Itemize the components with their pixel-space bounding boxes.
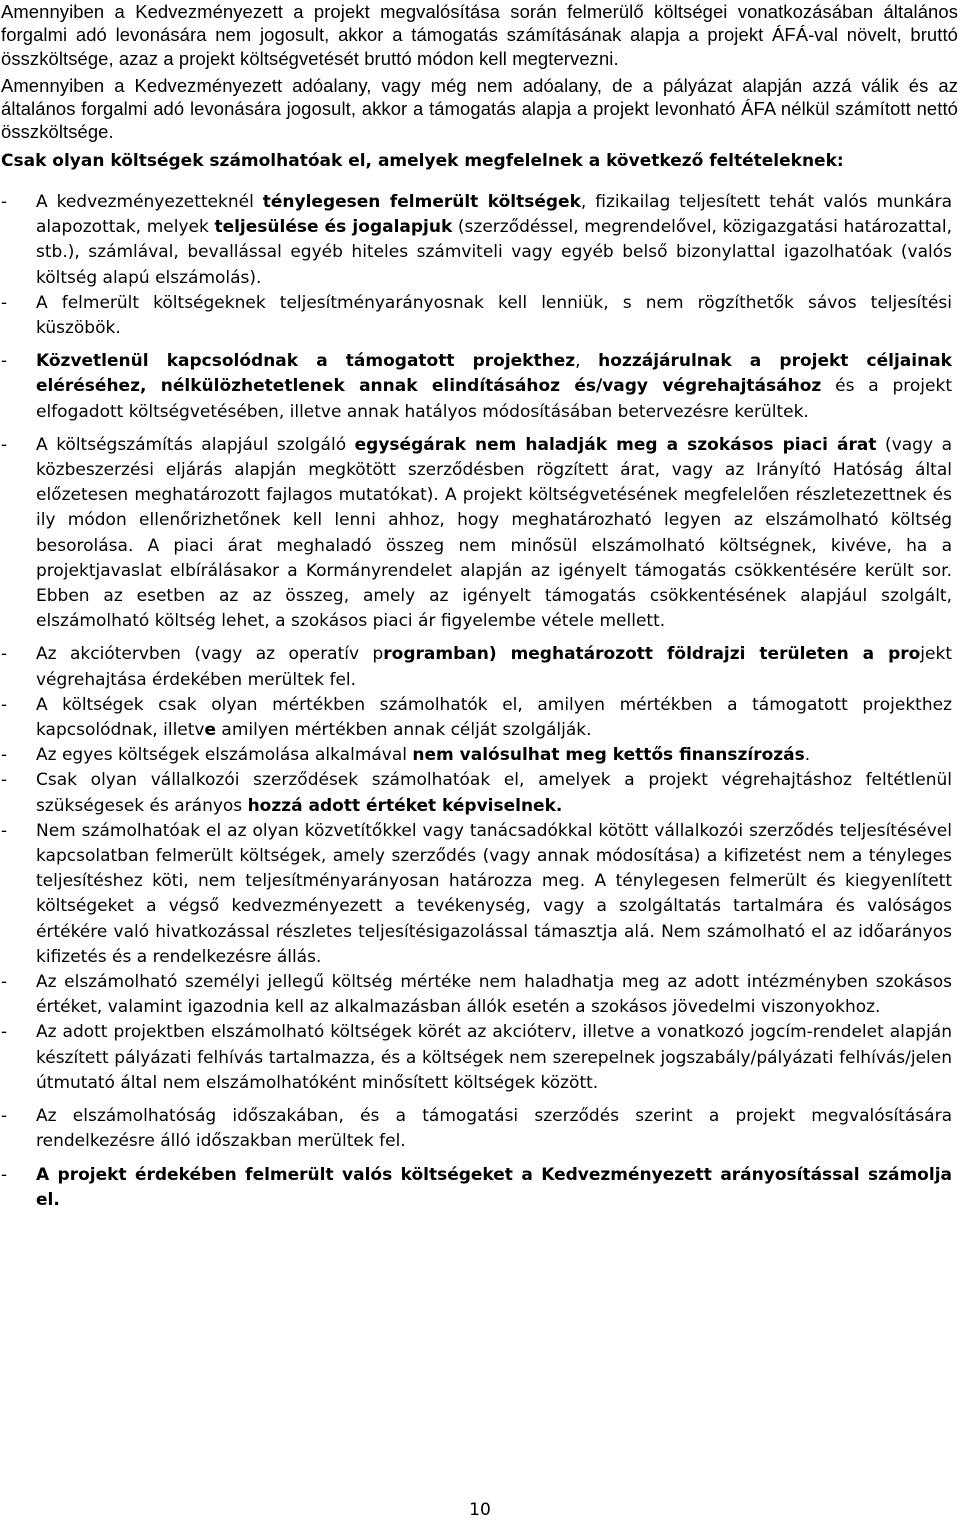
list-item: - Az egyes költségek elszámolása alkalmával nem valósulhat meg kettős finanszírozás. bbox=[1, 743, 956, 768]
dash-bullet: - bbox=[1, 191, 8, 212]
intro-paragraph-net: Amennyiben a Kedvezményezett adóalany, vagy még nem adóalany, de a pályázat alapján azzá válik és az általános forgalmi adó levonására jogosult, akkor a támogatás alapja a projekt levonható ÁFA nélkül számított nettó összköltsége. bbox=[1, 74, 958, 143]
list-item: - A kedvezményezetteknél ténylegesen felmerült költségek, fizikailag teljesített tehát valós munkára alapozottak, melyek teljesülése és jogalapjuk (szerződéssel, megrendelővel, közigazgatási határozattal, stb.), számlával, bevallással egyéb hiteles számviteli vagy egyéb belső bizonylattal igazolhatóak (valós költség alapú elszámolás). bbox=[1, 191, 953, 288]
list-item: - Az akciótervben (vagy az operatív programban) meghatározott földrajzi területen a projekt végrehajtása érdekében merültek fel. bbox=[1, 644, 952, 690]
dash-bullet: - bbox=[1, 1106, 8, 1127]
dash-bullet: - bbox=[1, 745, 8, 766]
list-item: - Nem számolhatóak el az olyan közvetítőkkel vagy tanácsadókkal kötött vállalkozói szerződés teljesítésével kapcsolatban felmerült költségek, amely szerződés (vagy annak módosítása) a kifizetést nem a tényleges teljesítéshez köti, nem teljesítményarányosan határozza meg. A ténylegesen felmerült és kiegyenlített költségeket a végső kedvezményezett a tevékenység, vagy a szolgáltatás tartalmára és valóságos értékére való hivatkozással részletes teljesítésigazolással támasztja alá. Nem számolható el az időarányos kifizetés és a rendelkezésre állás. bbox=[1, 820, 952, 967]
section-heading: Csak olyan költségek számolhatóak el, amelyek megfelelnek a következő feltételeknek: bbox=[1, 150, 844, 171]
dash-bullet: - bbox=[1, 292, 8, 313]
dash-bullet: - bbox=[1, 644, 8, 665]
list-item: - A projekt érdekében felmerült valós költségeket a Kedvezményezett arányosítással számolja el. bbox=[1, 1164, 952, 1210]
list-item: - Csak olyan vállalkozói szerződések számolhatóak el, amelyek a projekt végrehajtáshoz feltétlenül szükségesek és arányos hozzá adott értéket képviselnek. bbox=[1, 770, 952, 816]
conditions-list bbox=[1, 190, 956, 1213]
dash-bullet: - bbox=[1, 770, 8, 791]
dash-bullet: - bbox=[1, 351, 8, 372]
intro-paragraph-gross: Amennyiben a Kedvezményezett a projekt megvalósítása során felmerülő költségei vonatkozásában általános forgalmi adó levonására nem jogosult, akkor a támogatás számításának alapja a projekt ÁFÁ-val növelt, bruttó összköltsége, azaz a projekt költségvetését bruttó módon kell megtervezni. bbox=[1, 1, 958, 69]
list-item: - A költségek csak olyan mértékben számolhatók el, amilyen mértékben a támogatott projekthez kapcsolódnak, illetve amilyen mértékben annak célját szolgálják. bbox=[1, 694, 952, 741]
list-item: - Az elszámolható személyi jellegű költség mértéke nem haladhatja meg az adott intézményben szokásos értéket, valamint igazodnia kell az alkalmazásban állók esetén a szokásos jövedelmi viszonyokhoz. bbox=[1, 972, 952, 1018]
list-item: - A felmerült költségeknek teljesítményarányosnak kell lenniük, s nem rögzíthetők sávos teljesítési küszöbök. bbox=[1, 292, 952, 338]
dash-bullet: - bbox=[1, 1022, 8, 1043]
list-item: - Közvetlenül kapcsolódnak a támogatott projekthez, hozzájárulnak a projekt céljainak eléréséhez, nélkülözhetetlenek annak elindításához és/vagy végrehajtásához és a projekt elfogadott költségvetésében, illetve annak hatályos módosításában betervezésre kerültek. bbox=[1, 351, 952, 422]
list-item: - A költségszámítás alapjául szolgáló egységárak nem haladják meg a szokásos piaci árat (vagy a közbeszerzési eljárás alapján megkötött szerződésben rögzített árat, vagy az Irányító Hatóság által előzetesen meghatározott fajlagos mutatókat). A projekt költségvetésének megfelelően részletezettnek és ily módon ellenőrizhetőnek kell lenni ahhoz, hogy meghatározható legyen az elszámolható költség besorolása. A piaci árat meghaladó összeg nem minősül elszámolható költségnek, kivéve, ha a projektjavaslat elbírálásakor a Kormányrendelet alapján az igényelt támogatás csökkentésére került sor. Ebben az esetben az az összeg, amely az igényelt támogatás csökkentésének alapjául szolgált, elszámolható költség lehet, a szokásos piaci ár figyelembe vétele mellett. bbox=[1, 434, 952, 632]
eligibility-section bbox=[0, 149, 960, 1213]
list-item: - Az adott projektben elszámolható költségek körét az akcióterv, illetve a vonatkozó jogcím-rendelet alapján készített pályázati felhívás tartalmazza, és a költségek nem szerepelnek jogszabály/pályázati felhívás/jelen útmutató által nem elszámolhatóként minősített költségek között. bbox=[1, 1022, 952, 1093]
list-item: - Az elszámolhatóság időszakában, és a támogatási szerződés szerint a projekt megvalósítására rendelkezésre álló időszakban merültek fel. bbox=[1, 1106, 952, 1152]
intro-section bbox=[0, 0, 960, 144]
dash-bullet: - bbox=[1, 972, 8, 993]
dash-bullet: - bbox=[1, 1164, 8, 1185]
dash-bullet: - bbox=[1, 820, 8, 841]
dash-bullet: - bbox=[1, 434, 8, 455]
page-number: 10 bbox=[469, 1500, 491, 1520]
dash-bullet: - bbox=[1, 694, 8, 715]
